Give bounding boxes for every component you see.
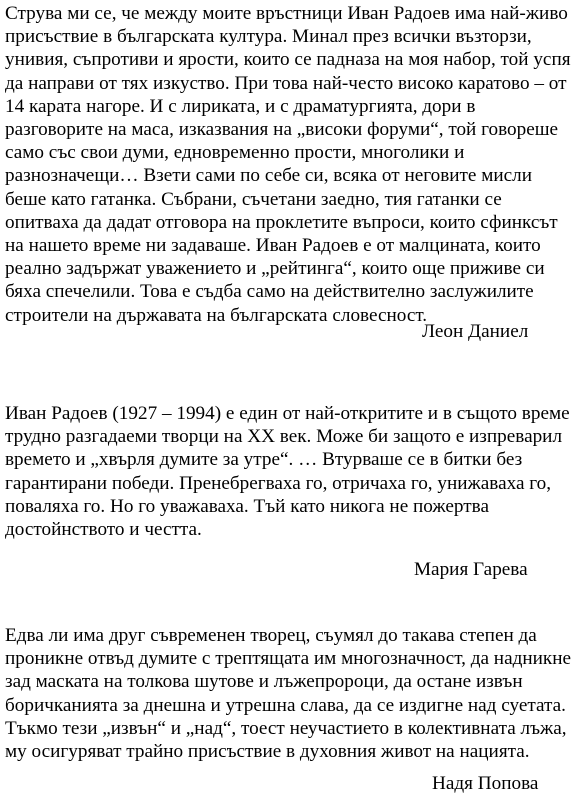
quote-line: проникне отвъд думите с трептящата им многозначност, да надникне: [5, 648, 571, 670]
quote-line: зад маската на толкова шутове и лъжепророци, да остане извън: [5, 671, 523, 693]
quote-author: Леон Даниел: [422, 321, 529, 342]
quote-line: Едва ли има друг съвременен творец, съумял до такава степен да: [5, 625, 537, 646]
quote-line: присъствие в българската култура. Минал през всички възторзи,: [5, 26, 532, 48]
quote-line: Иван Радоев (1927 – 1994) е един от най-откритите и в същото време: [5, 403, 570, 424]
quote-line: Тъкмо тези „извън“ и „над“, тоест неучастието в колективната лъжа,: [5, 717, 567, 739]
quote-line: времето и „хвърля думите за утре“. … Втурваше се в битки без: [5, 449, 523, 471]
quote-line: Струва ми се, че между моите връстници Иван Радоев има най-живо: [5, 3, 568, 24]
quote-line: достойнството и честта.: [5, 519, 202, 541]
quote-line: да направи от тях изкуство. При това най-често високо каратово – от: [5, 72, 567, 94]
quote-maria-gareva: [5, 402, 577, 541]
quote-leon-daniel: [5, 2, 577, 327]
quote-line: бяха спечелили. Това е съдба само на действително заслужилите: [5, 281, 534, 303]
quote-line: опитваха да дадат отговора на проклетите въпроси, които сфинксът: [5, 211, 558, 233]
quote-line: поваляха го. Но го уважаваха. Тъй като никога не пожертва: [5, 495, 489, 517]
quote-line: строители на държавата на българската словесност.: [5, 304, 428, 326]
quote-author: Мария Гарева: [414, 559, 528, 580]
quote-line: трудно разгадаеми творци на ХХ век. Може би защото е изпреварил: [5, 426, 563, 448]
quote-line: реално задържат уважението и „рейтинга“, които още приживе си: [5, 258, 545, 280]
quote-line: унивия, съпротиви и ярости, които се падназа на моя набор, той успя: [5, 49, 571, 71]
quote-line: разнозначещи… Взети сами по себе си, всяка от неговите мисли: [5, 165, 533, 187]
quote-line: 14 карата нагоре. И с лириката, и с драматургията, дори в: [5, 95, 476, 117]
quote-line: на нашето време ни задаваше. Иван Радоев е от малцината, които: [5, 235, 541, 257]
quote-line: гарантирани победи. Пренебрегваха го, отричаха го, унижаваха го,: [5, 472, 552, 494]
quote-line: му осигуряват трайно присъствие в духовния живот на нацията.: [5, 741, 530, 763]
quote-line: боричканията за днешна и утрешна слава, да се издигне над суетата.: [5, 694, 566, 716]
quote-author: Надя Попова: [432, 773, 539, 794]
quote-line: само със свои думи, едновременно прости, многолики и: [5, 142, 465, 164]
quote-line: беше като гатанка. Събрани, съчетани заедно, тия гатанки се: [5, 188, 502, 210]
quote-line: разговорите на маса, изказвания на „високи форуми“, той говореше: [5, 119, 559, 141]
quote-nadya-popova: [5, 624, 577, 763]
